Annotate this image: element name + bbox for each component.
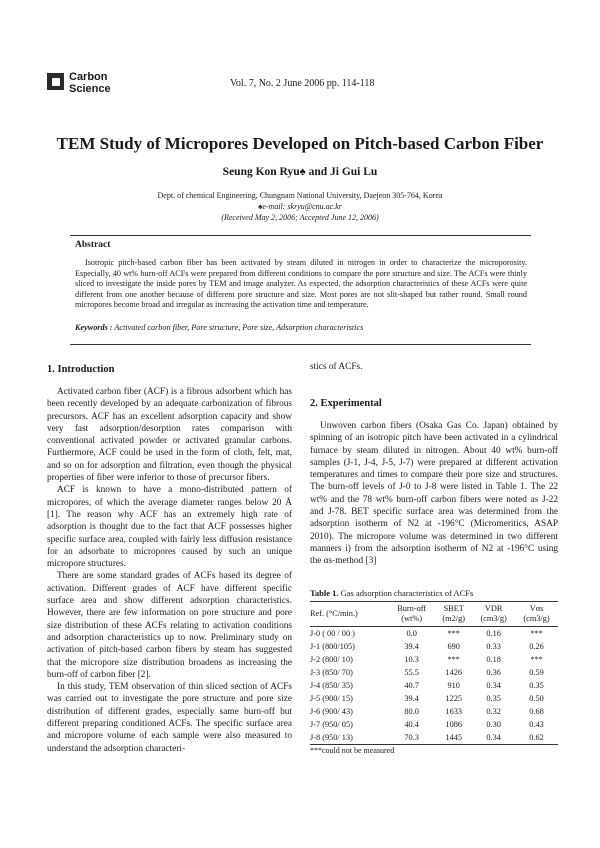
table-cell: 10.3 (404, 655, 419, 664)
table-body (310, 627, 558, 745)
table-cell: 0.26 (529, 642, 544, 651)
intro-paragraph: There are some standard grades of ACFs based its degree of activation. Different grades of ACF have different specific surface area and show different adsorption characteristics. However, there are few information on pore structure and pore size distribution of these ACFs relating to activation conditions and adsorption characteristics up to now. Preliminary study on activation of pitch-based carbon fibers by steam has suggested that the micropore size distribution broadens as increasing the burn-off of carbon fiber [2]. (47, 571, 292, 680)
table-cell: J-0 ( 00 / 00 ) (310, 629, 355, 638)
table-header-cell: Ref. (°C/min.) (310, 602, 388, 627)
table-header-cell: VDR (cm3/g) (472, 602, 515, 627)
table-cell: 0.34 (486, 681, 501, 690)
table-cell: 0.35 (486, 694, 501, 703)
experimental-text (310, 420, 558, 568)
affiliation: Dept. of chemical Engineering, Chungnam National University, Daejeon 305-764, Korea (157, 191, 443, 200)
table-caption-text: Gas adsorption characteristics of ACFs (338, 588, 474, 598)
keywords-list: Activated carbon fiber, Pore structure, Pore size, Adsorption characteristics (112, 323, 364, 332)
table-cell: 0.36 (486, 668, 501, 677)
logo-line1: Carbon (69, 71, 108, 83)
table-cell: J-6 (900/ 43) (310, 707, 353, 716)
journal-logo-icon (47, 73, 64, 90)
keywords (75, 323, 527, 332)
keywords-label: Keywords : (75, 323, 113, 332)
table-cell: 80.0 (404, 707, 419, 716)
table-row (310, 679, 558, 692)
table-cell: 690 (447, 642, 460, 651)
received-dates: (Received May 2, 2006; Accepted June 12, 2006) (221, 213, 379, 222)
table-caption (310, 588, 473, 598)
table-header-cell: SBET (m2/g) (435, 602, 472, 627)
table-cell: 0.43 (529, 720, 544, 729)
table-header-cell: Burn-off (wt%) (388, 602, 435, 627)
table-cell: J-1 (800/105) (310, 642, 355, 651)
gas-adsorption-table (310, 601, 558, 745)
table-cell: 39.4 (404, 694, 419, 703)
table-cell: 0.33 (486, 642, 501, 651)
table-cell: 1225 (445, 694, 463, 703)
table-cell: 0.35 (529, 681, 544, 690)
table-cell: *** (530, 629, 543, 638)
table-cell: 0.62 (515, 731, 558, 745)
table-cell: 0.50 (529, 694, 544, 703)
paper-title: TEM Study of Micropores Developed on Pitch-based Carbon Fiber (56, 134, 544, 153)
table-cell: *** (447, 655, 460, 664)
table-note: ***could not be measured (310, 746, 395, 755)
table-cell: 40.7 (404, 681, 419, 690)
intro-paragraph: In this study, TEM observation of thin sliced section of ACFs was carried out to investigate the pore structure and pore size distribution of different grades, especially same burn-off but different preparing conditioned ACFs. The specific surface area and micropore volume of each sample were also measured to understand the adsorption characteri- (47, 682, 292, 754)
table-cell: 0.18 (486, 655, 501, 664)
table-cell: 1445 (435, 731, 472, 745)
table-row (310, 640, 558, 653)
logo-line2: Science (69, 83, 111, 95)
table-cell: 0.0 (406, 629, 417, 638)
table-cell: 1633 (445, 707, 463, 716)
table-cell: 1426 (445, 668, 463, 677)
journal-logo-text (69, 71, 111, 95)
table-row (310, 705, 558, 718)
table-cell: *** (530, 655, 543, 664)
intro-text (47, 386, 292, 755)
intro-paragraph: Activated carbon fiber (ACF) is a fibrous adsorbent which has been recently developed by an adequate carbonization of fibrous precursors. ACF has an excellent adsorption capacity and show very fast adsorption/desorption rates comparison with conventional activated powder or activated granular carbons. Furthermore, ACF could be used in the form of cloth, felt, mat, and so on for adsorption and filtration, even though the physical properties of fiber were inferior to those of precursor fibers. (47, 387, 292, 484)
table-row (310, 692, 558, 705)
table-cell: 55.5 (404, 668, 419, 677)
table-cell: 0.68 (529, 707, 544, 716)
table-cell: 0.16 (486, 629, 501, 638)
email: ♠e-mail: skryu@cnu.ac.kr (258, 202, 342, 211)
table-cell: 1086 (445, 720, 463, 729)
abstract-heading: Abstract (75, 240, 111, 250)
intro-continued: stics of ACFs. (310, 362, 363, 372)
table-cell: J-3 (850/ 70) (310, 668, 353, 677)
section-heading-experimental: 2. Experimental (310, 398, 382, 409)
authors: Seung Kon Ryu♠ and Ji Gui Lu (222, 166, 378, 178)
table-cell: 70.3 (388, 731, 435, 745)
table-cell: J-5 (900/ 15) (310, 694, 353, 703)
journal-info: Vol. 7, No. 2 June 2006 pp. 114-118 (230, 78, 375, 89)
table-cell: J-8 (950/ 13) (310, 731, 388, 745)
table-header-row (310, 602, 558, 627)
table-cell: *** (447, 629, 460, 638)
table-cell: J-2 (800/ 10) (310, 655, 353, 664)
table-cell: 40.4 (404, 720, 419, 729)
table-caption-label: Table 1. (310, 588, 339, 598)
section-heading-introduction: 1. Introduction (47, 364, 115, 375)
table-cell: 910 (447, 681, 460, 690)
intro-paragraph: ACF is known to have a mono-distributed pattern of micropores, of which the average diameter ranges below 20 Å [1]. The reason why ACF has an extremely high rate of adsorption is thought due to the fact that ACF possesses higher specific surface area, coupled with fairly less diffusion resistance for an adsorbate to micropores caused by such an unique micropore structures. (47, 485, 292, 570)
abstract-text: Isotropic pitch-based carbon fiber has been activated by steam diluted in nitrogen in order to characterize the microporosity. Especially, 40 wt% burn-off ACFs were prepared from different conditions to compare the pore structure and size. The ACFs were thinly sliced to investigate the inside pores by TEM and image analyzer. As expected, the adsorption characteristics of these ACFs were quite different from one another because of different pore structure and size. Most pores are not slit-shaped but rather round. Small round micropores become broad and irregular as increasing the activation time and temperature. (75, 258, 527, 310)
table-cell: 0.34 (472, 731, 515, 745)
table-header-cell: Vαs (cm3/g) (515, 602, 558, 627)
table-cell: 39.4 (404, 642, 419, 651)
table-cell: 0.59 (529, 668, 544, 677)
experimental-paragraph: Unwoven carbon fibers (Osaka Gas Co. Japan) obtained by spinning of an isotropic pitch have been activated in a cylindrical furnace by steam diluted in nitrogen. About 40 wt% burn-off samples (J-1, J-4, J-5, J-7) were prepared at different activation temperatures and times to compare their pore size and structures. The burn-off levels of J-0 to J-8 were listed in Table 1. The 22 wt% and the 78 wt% burn-off carbon fibers were noted as J-22 and J-78. BET specific surface area was determined from the adsorption isotherm of N2 at -196°C (Micromeritics, ASAP 2010). The micropore volume was determined in two different manners i) from the adsorption isotherm of N2 at -196°C using the αs-method [3] (310, 421, 558, 567)
table-cell: J-4 (850/ 35) (310, 681, 353, 690)
table-cell: 0.30 (486, 720, 501, 729)
table-row (310, 718, 558, 731)
table-row (310, 653, 558, 666)
table-cell: 0.32 (486, 707, 501, 716)
table-row (310, 666, 558, 679)
table-row (310, 627, 558, 641)
table-row (310, 731, 558, 745)
table-cell: J-7 (950/ 05) (310, 720, 353, 729)
